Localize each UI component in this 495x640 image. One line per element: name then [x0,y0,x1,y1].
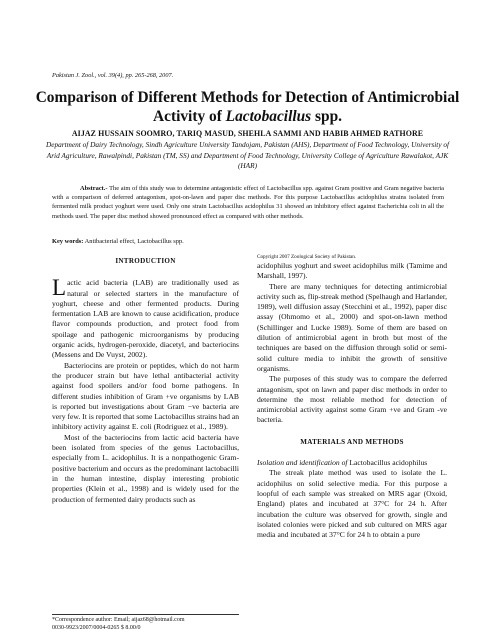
journal-citation: Pakistan J. Zool., vol. 39(4), pp. 265-268, 2007. [52,72,174,79]
introduction-heading: INTRODUCTION [115,257,176,265]
methods-heading: MATERIALS AND METHODS [300,437,404,446]
intro-paragraph-3: Most of the bacteriocins from lactic acid bacteria have been isolated from species of the genus Lactobacillus, especially from L. acidophilus. It is a nonpathogenic Gram-positive bacterium and occurs as the predominant lactobacilli in the human intestine, display interesting probiotic properties (Klein et al., 1998) and is widely used for the production of fermented dairy products such as [52,432,239,504]
abstract-text: The aim of this study was to determine antagonistic effect of Lactobacillus spp. against Gram positive and Gram negative bacteria with a comparison of deferred antagonism, spot-on-lawn and paper disc methods. For this purpose Lactobacillus acidophilus strains isolated from fermented milk product yoghurt were used. Only one strain Lactobacillus acidophilus 31 showed an inhibitory effect against Escherichia coli in all the methods used. The paper disc method showed pronounced effect as compared with other methods. [52,185,444,220]
title-suffix: spp. [311,108,342,125]
abstract [52,184,444,221]
right-paragraph-1: acidophilus yoghurt and sweet acidophilus milk (Tamime and Marshall, 1997). [257,261,447,281]
title-genus: Lactobacillus [225,108,312,125]
footnote [52,614,239,632]
title-main: Comparison of Different Methods for Detection of Antimicrobial Activity of [35,89,460,125]
author-list: AIJAZ HUSSAIN SOOMRO, TARIQ MASUD, SHEHLA SAMMI AND HABIB AHMED RATHORE [71,129,424,138]
left-column [52,256,239,505]
paper-title [30,88,465,126]
footnote-rule [52,614,239,615]
keywords [52,238,444,245]
subsection-heading-text: Isolation and identification of [257,458,350,468]
keywords-label: Key words: [52,238,84,245]
keywords-text: Antibacterial effect, Lactobacillus spp. [83,238,184,245]
right-column [257,254,447,540]
methods-paragraph-1: The streak plate method was used to isolate the L. acidophilus on solid selective media. For this purpose a loopful of each sample was streaked on MRS agar (Oxoid, England) plates and incubated at 37°C for 24 h. After incubation the culture was observed for growth, single and isolated colonies were picked and sub cultured on MRS agar media and incubated at 37°C for 24 h to obtain a pure [257,468,447,540]
right-paragraph-3: The purposes of this study was to compare the deferred antagonism, spot on lawn and paper disc methods in order to determine the most reliable method for detection of antimicrobial activity against some Gram +ve and Gram -ve bacteria. [257,374,447,425]
intro-paragraph-2: Bacteriocins are protein or peptides, which do not harm the producer strain but have lethal antibacterial activity against food spoilers and/or food borne pathogens. In different studies inhibition of Gram +ve organisms by LAB is reported but investigations about Gram −ve bacteria are very few. It is reported that some Lactobacillus strains had an inhibitory activity against E. coli (Rodriguez et al., 1989). [52,360,239,432]
subsection-heading [257,458,447,468]
affiliation: Department of Dairy Technology, Sindh Agriculture University Tandojam, Pakistan (AHS), Department of Food Technology, University of Arid Agriculture, Rawalpindi, Pakistan (TM, SS) and Department of Food Technology, University College of Agriculture Rawalakot, AJK (HAR) [45,140,450,170]
article-code: 0030-9923/2007/0004-0265 $ 8.00/0 [52,624,141,631]
subsection-heading-species: Lactobacillus acidophilus [349,458,428,468]
drop-cap: L [52,275,67,301]
right-paragraph-2: There are many techniques for detecting antimicrobial activity such as, flip-streak method (Spelhaugh and Harlander, 1989), well diffusion assay (Stecchini et al., 1992), paper disc assay (Ohmomo et al., 2000) and spot-on-lawn method (Schillinger and Lucke 1989). Some of them are based on dilution of antimicrobial agent in broth but most of the techniques are based on the diffusion through solid or semi-solid culture media to inhibit the growth of sensitive organisms. [257,281,447,373]
correspondence-note: *Correspondence author: Email; aijaz68@hotmail.com [52,617,185,623]
intro-paragraph-1-text: actic acid bacteria (LAB) are traditionally used as natural or selected starters in the manufacture of yoghurt, cheese and other fermented products. During fermentation LAB are known to cause acidification, produce flavor compounds production, and protect food from spoilage and pathogenic microorganisms by producing organic acids, hydrogen-peroxide, diacetyl, and bacteriocins (Messens and De Vuyst, 2002). [52,278,239,360]
copyright-note: Copyright 2007 Zoological Society of Pakistan. [257,254,357,260]
abstract-label: Abstract.- [80,185,108,192]
intro-paragraph-1 [52,275,239,360]
